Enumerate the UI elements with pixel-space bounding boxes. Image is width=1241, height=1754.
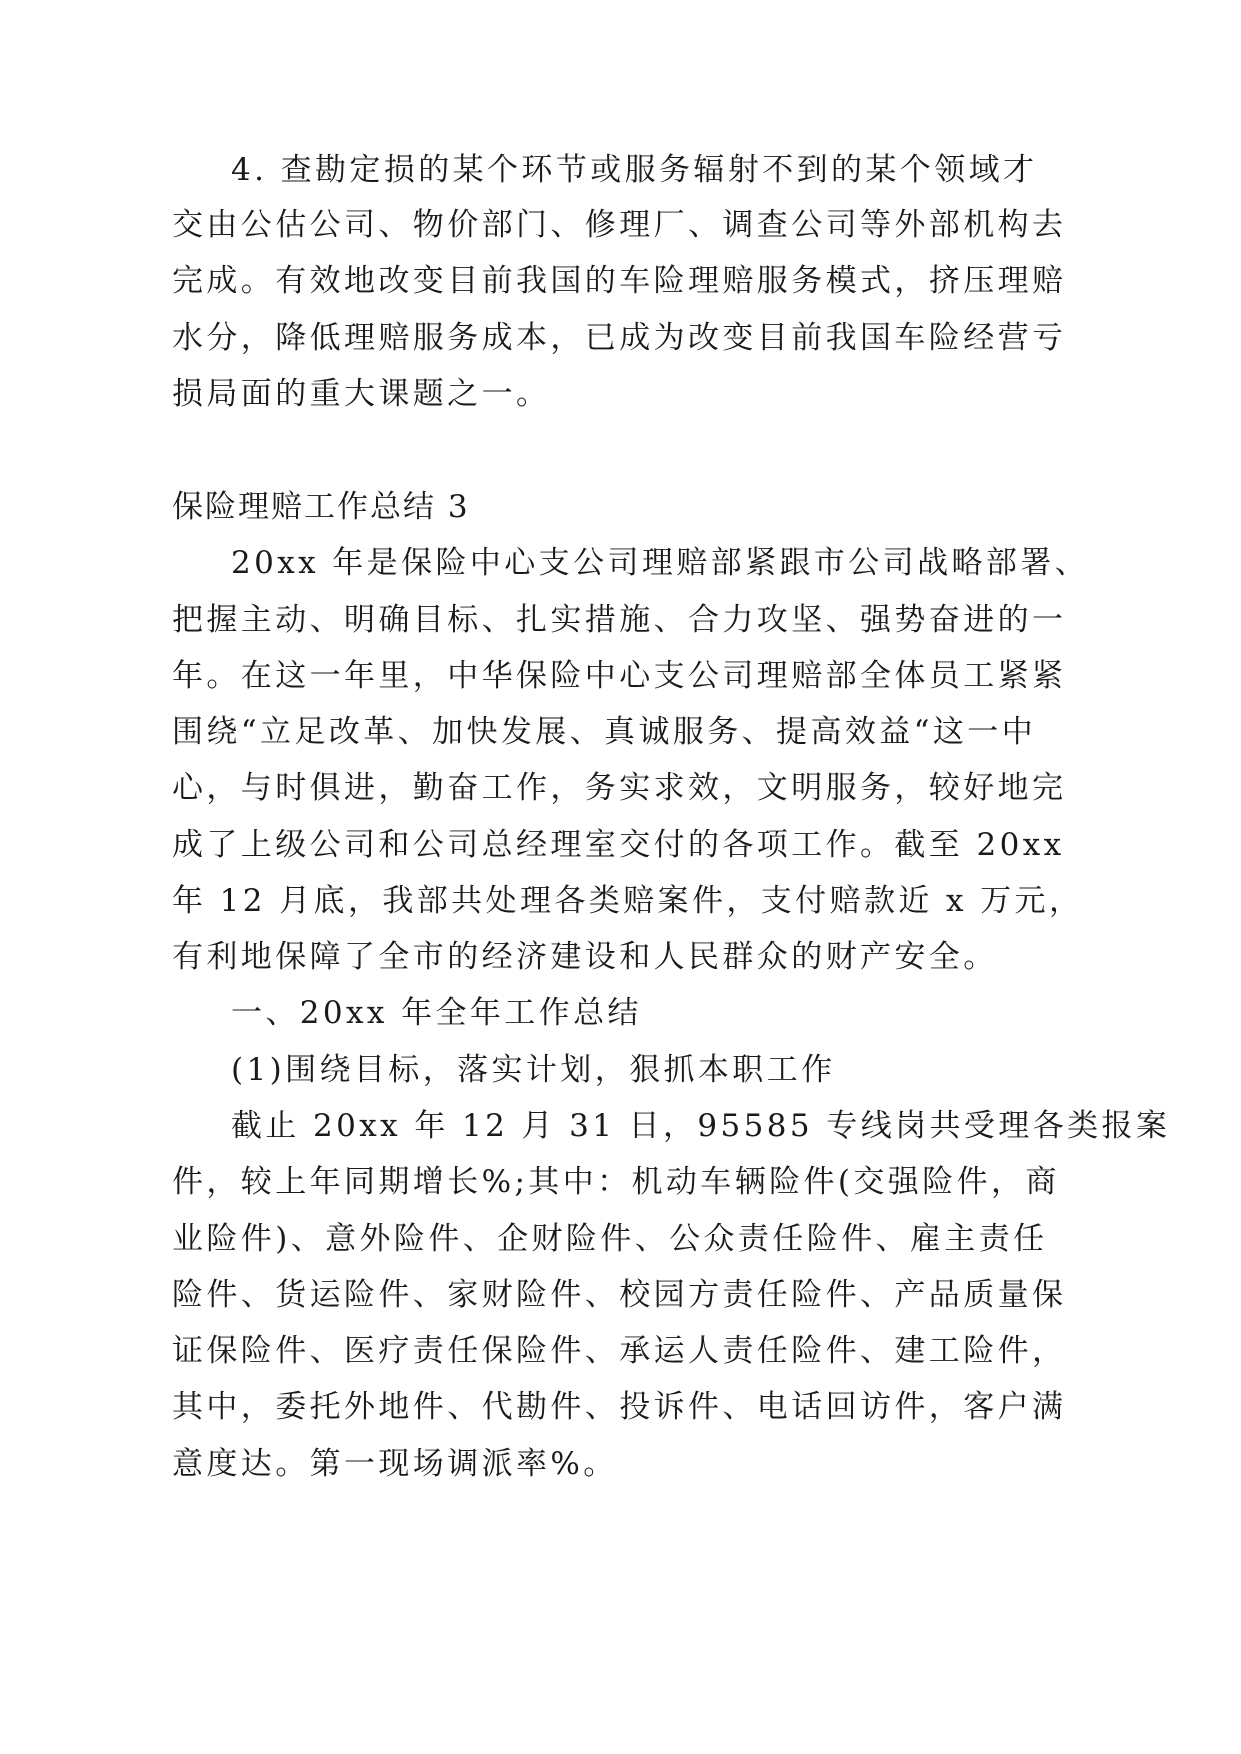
paragraph-line: 交由公估公司、物价部门、修理厂、调查公司等外部机构去 (172, 207, 1067, 243)
paragraph-line: 险件、货运险件、家财险件、校园方责任险件、产品质量保 (172, 1277, 1067, 1313)
paragraph-line: 完成。有效地改变目前我国的车险理赔服务模式，挤压理赔 (172, 263, 1067, 299)
paragraph-line: 损局面的重大课题之一。 (172, 376, 551, 412)
paragraph-line: 截止 20xx 年 12 月 31 日，95585 专线岗共受理各类报案 (231, 1108, 1171, 1144)
paragraph-line: 年。在这一年里，中华保险中心支公司理赔部全体员工紧紧 (172, 658, 1067, 694)
section-title: 保险理赔工作总结 3 (172, 489, 470, 525)
paragraph-line: 水分，降低理赔服务成本，已成为改变目前我国车险经营亏 (172, 320, 1067, 356)
paragraph-line: 证保险件、医疗责任保险件、承运人责任险件、建工险件， (172, 1333, 1067, 1369)
paragraph-line: 业险件)、意外险件、企财险件、公众责任险件、雇主责任 (172, 1221, 1048, 1257)
paragraph-line: 件，较上年同期增长%;其中：机动车辆险件(交强险件，商 (172, 1164, 1060, 1200)
paragraph-line: 其中，委托外地件、代勘件、投诉件、电话回访件，客户满 (172, 1389, 1067, 1425)
paragraph-line: 意度达。第一现场调派率%。 (172, 1446, 618, 1482)
subsection-heading: 一、20xx 年全年工作总结 (231, 995, 642, 1031)
paragraph-line: 成了上级公司和公司总经理室交付的各项工作。截至 20xx (172, 827, 1065, 863)
paragraph-line: 20xx 年是保险中心支公司理赔部紧跟市公司战略部署、 (231, 545, 1090, 581)
paragraph-line: 年 12 月底，我部共处理各类赔案件，支付赔款近 x 万元， (172, 883, 1084, 919)
paragraph-line: 心，与时俱进，勤奋工作，务实求效，文明服务，较好地完 (172, 770, 1067, 806)
paragraph-line: 有利地保障了全市的经济建设和人民群众的财产安全。 (172, 939, 998, 975)
paragraph-line: 围绕“立足改革、加快发展、真诚服务、提高效益“这一中 (172, 714, 1037, 750)
subsection-heading: (1)围绕目标，落实计划，狠抓本职工作 (231, 1052, 836, 1088)
paragraph-line: 4. 查勘定损的某个环节或服务辐射不到的某个领域才 (231, 152, 1038, 188)
paragraph-line: 把握主动、明确目标、扎实措施、合力攻坚、强势奋进的一 (172, 602, 1067, 638)
